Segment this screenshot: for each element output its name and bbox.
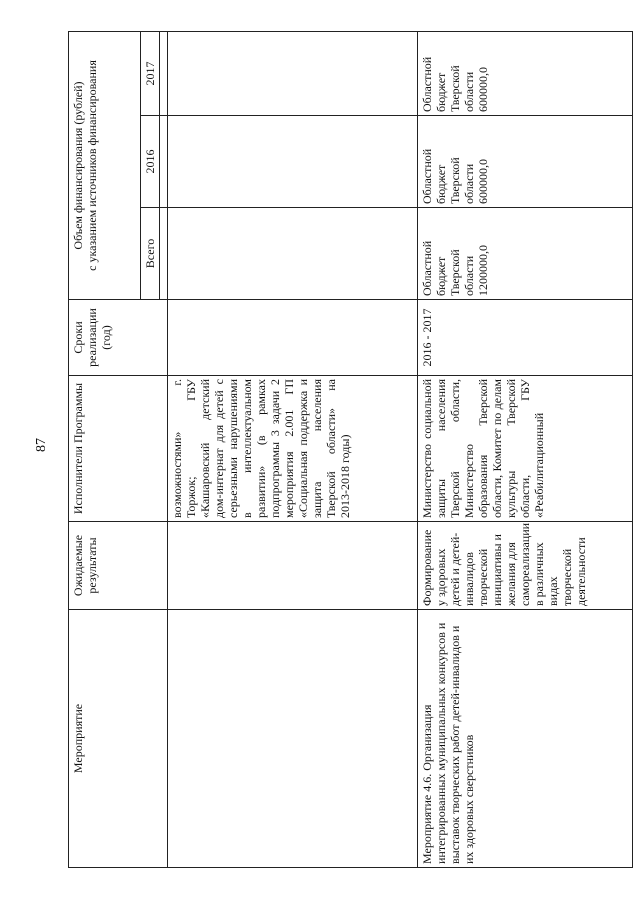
row1-2017: [168, 32, 418, 116]
header-volume: [69, 32, 141, 300]
row2-activity: Мероприятие 4.6. Организация интегрированных муниципальных конкурсов и выставок творческих работ детей-инвалидов и их здоровых сверстников: [418, 610, 633, 868]
row1-results: [168, 522, 418, 610]
table-row: [418, 32, 633, 868]
row2-2016: Областной бюджет Тверской области 600000,0: [418, 116, 633, 208]
page-number: 87: [34, 438, 49, 452]
header-2016: 2016: [141, 116, 160, 208]
spacer-cell: [160, 208, 168, 300]
header-activity: Мероприятие: [69, 610, 168, 868]
row2-terms: 2016 - 2017: [418, 300, 633, 376]
header-executors: Исполнители Программы: [69, 376, 168, 522]
table-row: [168, 32, 418, 868]
row1-terms: [168, 300, 418, 376]
header-volume-sub: с указанием источников финансирования: [85, 60, 99, 271]
header-total: Всего: [141, 208, 160, 300]
row2-total: Областной бюджет Тверской области 1200000,0: [418, 208, 633, 300]
header-2017: 2017: [141, 32, 160, 116]
header-terms: Сроки реализации (год): [69, 300, 168, 376]
row2-executors: Министерство социальной защиты населения Тверской области, Министерство образования Тверской области, Комитет по делам культуры Тверской области, ГБУ «Реабилитационный: [418, 376, 633, 522]
row2-results: Формирование у здоровых детей и детей-инвалидов творческой инициативы и желания для самореализации в различных видах творческой деятельности: [418, 522, 633, 610]
spacer-cell: [160, 116, 168, 208]
header-results: Ожидаемые результаты: [69, 522, 168, 610]
row1-activity: [168, 610, 418, 868]
row1-total: [168, 208, 418, 300]
financing-table: [68, 31, 633, 868]
row1-executors: возможностями» г. Торжок; ГБУ «Кашаровский детский дом-интернат для детей с серьезными нарушениями в интеллектуальном развитии» (в рамках подпрограммы 3 задачи 2 мероприятия 2.001 ГП «Социальная поддержка и защита населения Тверской области» на 2013-2018 годы): [168, 376, 418, 522]
spacer-cell: [160, 32, 168, 116]
rotated-table-sheet: [68, 32, 633, 868]
row2-2017: Областной бюджет Тверской области 600000,0: [418, 32, 633, 116]
row1-2016: [168, 116, 418, 208]
header-volume-title: Объем финансирования (рублей): [71, 81, 85, 250]
